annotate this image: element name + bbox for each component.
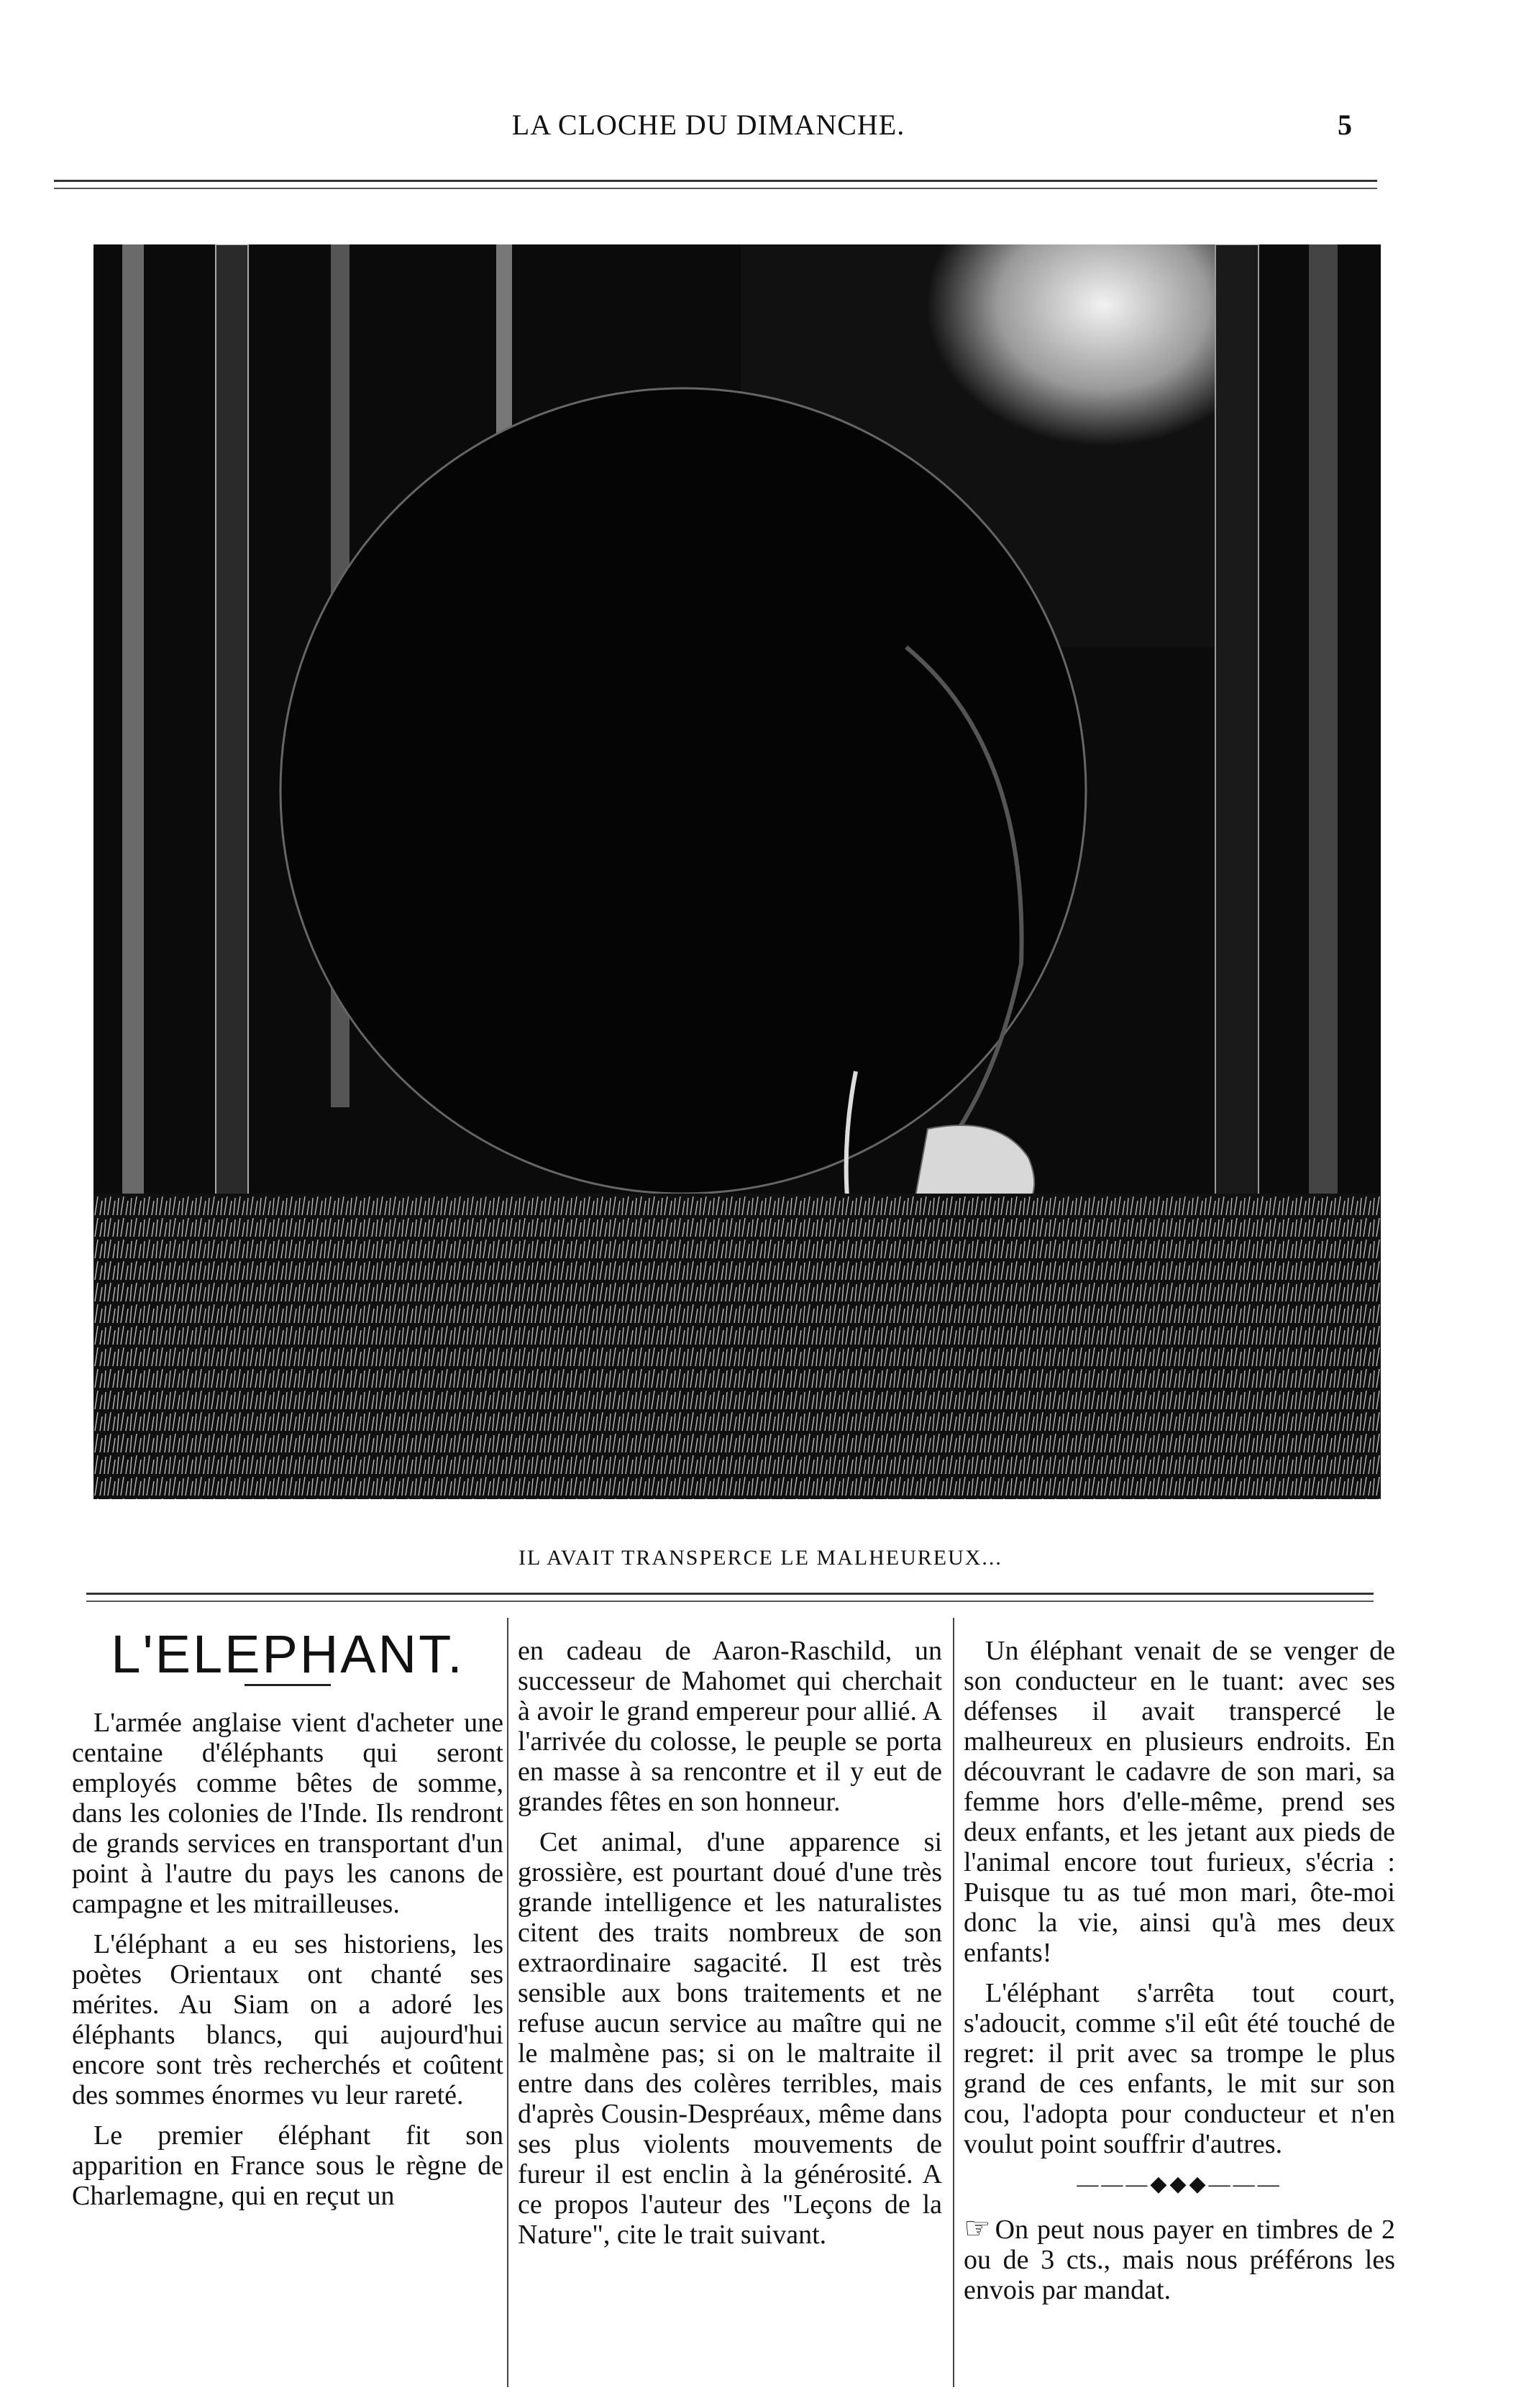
paragraph: Un éléphant venait de se venger de son conducteur en le tuant: avec ses défenses il avait transpercé le malheureux en plusieurs endroits. En découvrant le cadavre de son mari, sa femme hors d'elle-même, prend ses deux enfants, et les jetant aux pieds de l'animal encore tout furieux, s'écria : Puisque tu as tué mon mari, ôte-moi donc la vie, ainsi qu'à mes deux enfants! [964, 1636, 1395, 1968]
notice-text: On peut nous payer en timbres de 2 ou de 3 cts., mais nous préférons les envois par mandat. [964, 2215, 1395, 2305]
article-title: L'ELEPHANT. [111, 1624, 465, 1684]
elephant-illustration [93, 244, 1381, 1499]
newspaper-title: LA CLOCHE DU DIMANCHE. [511, 109, 905, 141]
paragraph: L'éléphant s'arrêta tout court, s'adoucit, comme s'il eût été touché de regret: il prit avec sa trompe le plus grand de ces enfants, le mit sur son cou, l'adopta pour conducteur et n'en voulut point souffrir d'autres. [964, 1978, 1395, 2159]
pointing-hand-icon: ☞ [964, 2212, 991, 2246]
title-rule [245, 1684, 331, 1686]
ornament-divider: ———◆◆◆——— [1077, 2172, 1282, 2196]
payment-notice [964, 2214, 1395, 2305]
paragraph: Le premier éléphant fit son apparition en France sous le règne de Charlemagne, qui en reçut un [72, 2120, 503, 2211]
caption-rule [86, 1593, 1374, 1602]
article-column-3 [964, 1636, 1395, 2315]
illustration-caption: IL AVAIT TRANSPERCE LE MALHEUREUX... [519, 1546, 1002, 1570]
column-divider [507, 1618, 508, 2387]
page-header [50, 108, 1366, 151]
header-rule [54, 180, 1377, 189]
paragraph: L'armée anglaise vient d'acheter une centaine d'éléphants qui seront employés comme bêtes de somme, dans les colonies de l'Inde. Ils rendront de grands services en transportant d'un point à l'autre du pays les canons de campagne et les mitrailleuses. [72, 1708, 503, 1919]
article-column-1 [72, 1624, 503, 2221]
paragraph: en cadeau de Aaron-Raschild, un successeur de Mahomet qui cherchait à avoir le grand empereur pour allié. A l'arrivée du colosse, le peuple se porta en masse à sa rencontre et il y eut de grandes fêtes en son honneur. [518, 1636, 942, 1817]
page-number: 5 [1338, 109, 1352, 141]
paragraph: Cet animal, d'une apparence si grossière, est pourtant doué d'une très grande intelligence et les naturalistes citent des traits nombreux de son extraordinaire sagacité. Il est très sensible aux bons traitements et ne refuse aucun service au maître qui ne le malmène pas; si on le maltraite il entre dans des colères terribles, mais d'après Cousin-Despréaux, même dans ses plus violents mouvements de fureur il est enclin à la générosité. A ce propos l'auteur des "Leçons de la Nature", cite le trait suivant. [518, 1827, 942, 2250]
engraving-image [93, 244, 1381, 1499]
column-divider [953, 1618, 954, 2387]
paragraph: L'éléphant a eu ses historiens, les poètes Orientaux ont chanté ses mérites. Au Siam on a adoré les éléphants blancs, qui aujourd'hui encore sont très recherchés et coûtent des sommes énormes vu leur rareté. [72, 1929, 503, 2110]
article-column-2 [518, 1636, 942, 2260]
